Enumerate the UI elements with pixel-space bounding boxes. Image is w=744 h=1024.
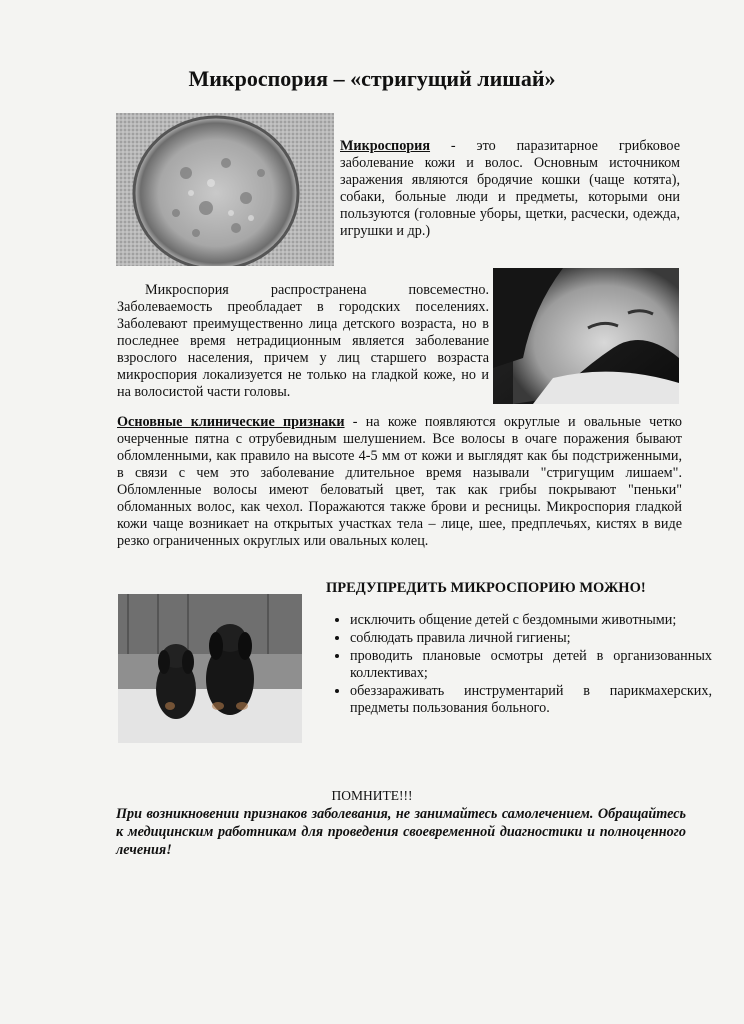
- remember-text: При возникновении признаков заболевания, не занимайтесь самолечением. Обращайтесь к медицинским работникам для проведения своевременной диагностики и полноценного лечения!: [116, 806, 686, 858]
- page-title: Микроспория – «стригущий лишай»: [188, 66, 556, 91]
- remember-heading: ПОМНИТЕ!!!: [331, 788, 413, 803]
- dogs-photo: [118, 594, 302, 743]
- prevention-heading: ПРЕДУПРЕДИТЬ МИКРОСПОРИЮ МОЖНО!: [326, 580, 646, 596]
- child-photo: [493, 268, 679, 404]
- intro-term: Микроспория: [340, 138, 431, 154]
- prevention-list: [322, 612, 712, 718]
- clinical-term: Основные клинические признаки: [117, 414, 345, 430]
- clinical-text: - на коже появляются округлые и овальные четко очерченные пятна с отрубевидным шелушением. Все волосы в очаге поражения бывают обломленными, как правило на высоте 4-5 мм от кожи и выглядят как бы подстриженными, в связи с чем это заболевание длительное время называли "стригущим лишаем". Обломленные волосы имеют беловатый цвет, так как грибы покрывают "пеньки" обломанных волос, как чехол. Поражаются также брови и ресницы. Микроспория гладкой кожи чаще возникает на открытых участках тела – лице, шее, предплечьях, кистях в виде резко ограниченных округлых или овальных колец.: [117, 414, 683, 549]
- spread-paragraph: Микроспория распространена повсеместно. Заболеваемость преобладает в городских поселениях. Заболевают преимущественно лица детского возраста, но в последнее время нетрадиционным является заболевание взрослого населения, причем у лиц старшего возраста микроспория локализуется не только на гладкой коже, но и на волосистой части головы.: [117, 282, 489, 400]
- petri-dish-photo: [116, 113, 334, 266]
- list-item: • обеззараживать инструментарий в парикмахерских, предметы пользования больного.: [350, 683, 712, 717]
- clinical-paragraph: [117, 414, 682, 550]
- list-item: • исключить общение детей с бездомными животными;: [350, 612, 712, 629]
- intro-paragraph: [340, 138, 680, 240]
- list-item: • соблюдать правила личной гигиены;: [350, 630, 712, 647]
- list-item: • проводить плановые осмотры детей в организованных коллективах;: [350, 648, 712, 682]
- intro-text: - это паразитарное грибковое заболевание кожи и волос. Основным источником заражения являются бродячие кошки (чаще котята), собаки, больные люди и предметы, которыми они пользуются (головные уборы, щетки, расчески, одежда, игрушки и др.): [340, 138, 680, 239]
